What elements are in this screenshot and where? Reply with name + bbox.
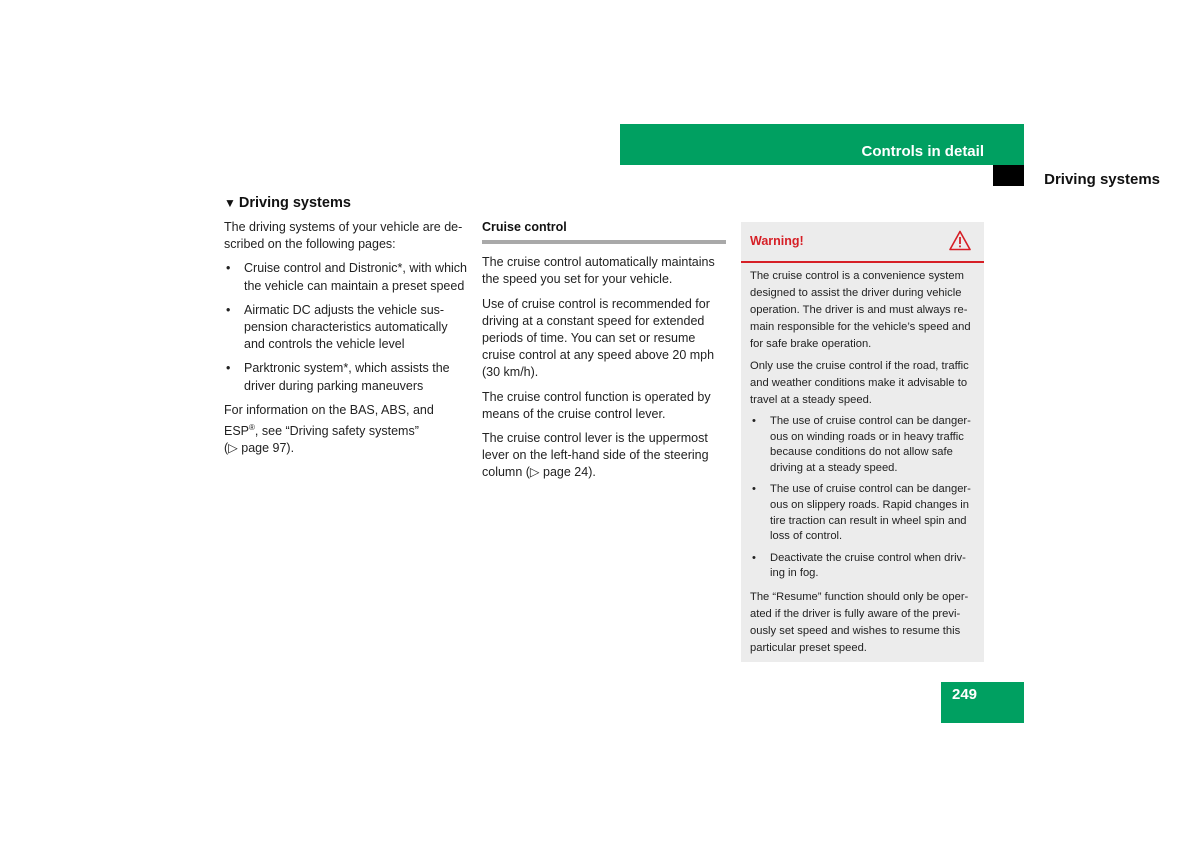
page-number: 249	[952, 686, 978, 703]
chapter-header-bar	[620, 124, 1024, 165]
info-paragraph	[224, 402, 469, 458]
list-item	[224, 360, 469, 394]
warning-paragraph: The cruise control is a convenience system designed to assist the driver during vehicle operation. The driver is and must always re-main responsible for the vehicle’s speed and for safe brake operation.	[750, 270, 971, 350]
warning-list	[750, 414, 975, 582]
chapter-title: Controls in detail	[861, 143, 984, 160]
section-heading	[224, 195, 351, 211]
section-heading-text: Driving systems	[238, 195, 351, 211]
systems-list	[224, 260, 469, 394]
warning-body	[741, 263, 984, 657]
warning-paragraph: The “Resume” function should only be oper-ated if the driver is fully aware of the previ-ously set speed and wishes to resume this particular preset speed.	[750, 590, 969, 654]
header-marker-block	[993, 165, 1024, 186]
list-item	[224, 260, 469, 294]
triangle-down-icon: ▼	[224, 196, 236, 210]
paragraph: The cruise control function is operated by means of the cruise control lever.	[482, 389, 711, 421]
list-item-text: Airmatic DC adjusts the vehicle sus-pension characteristics automatically and controls the vehicle level	[244, 302, 448, 352]
warning-header	[741, 222, 984, 263]
list-item	[750, 551, 975, 582]
list-item	[750, 414, 975, 476]
paragraph: Use of cruise control is recommended for driving at a constant speed for extended periods of time. You can set or resume cruise control at any speed above 20 mph (30 km/h).	[482, 296, 715, 380]
paragraph: The cruise control lever is the uppermost lever on the left-hand side of the steering column (▷ page 24).	[482, 431, 709, 480]
list-item-text: Cruise control and Distronic*, with which the vehicle can maintain a preset speed	[244, 261, 468, 293]
registered-mark: ®	[249, 423, 255, 433]
warning-paragraph: Only use the cruise control if the road, traffic and weather conditions make it advisable to travel at a steady speed.	[750, 360, 969, 406]
cruise-control-heading: Cruise control	[482, 219, 726, 244]
list-item-text: The use of cruise control can be danger-ous on slippery roads. Rapid changes in tire traction can result in wheel spin and loss of control.	[770, 483, 971, 543]
bullet-icon: •	[226, 302, 231, 317]
bullet-icon: •	[226, 361, 231, 376]
middle-column	[482, 219, 726, 489]
left-column	[224, 219, 469, 465]
info-text: For information on the BAS, ABS, and ESP	[224, 402, 434, 439]
bullet-icon: •	[752, 415, 756, 427]
info-text-cont: , see “Driving safety systems”	[254, 424, 419, 439]
page-number-box	[941, 682, 1024, 723]
paragraph: The cruise control automatically maintains the speed you set for your vehicle.	[482, 255, 715, 287]
bullet-icon: •	[752, 551, 756, 564]
warning-label: Warning!	[750, 234, 804, 248]
bullet-icon: •	[752, 483, 756, 496]
bullet-icon: •	[226, 261, 231, 276]
list-item	[224, 302, 469, 354]
list-item	[750, 482, 975, 544]
warning-box	[741, 222, 984, 662]
list-item-text: The use of cruise control can be danger-ous on winding roads or in heavy traffic because conditions do not allow safe driving at a steady speed.	[770, 415, 971, 474]
page-reference-link[interactable]: (▷ page 97).	[224, 441, 295, 456]
intro-paragraph: The driving systems of your vehicle are de-scribed on the following pages:	[224, 220, 463, 252]
warning-triangle-icon	[949, 230, 971, 251]
list-item-text: Deactivate the cruise control when driv-ing in fog.	[770, 551, 966, 580]
chapter-subtitle: Driving systems	[1044, 171, 1160, 188]
list-item-text: Parktronic system*, which assists the driver during parking maneuvers	[244, 361, 450, 393]
